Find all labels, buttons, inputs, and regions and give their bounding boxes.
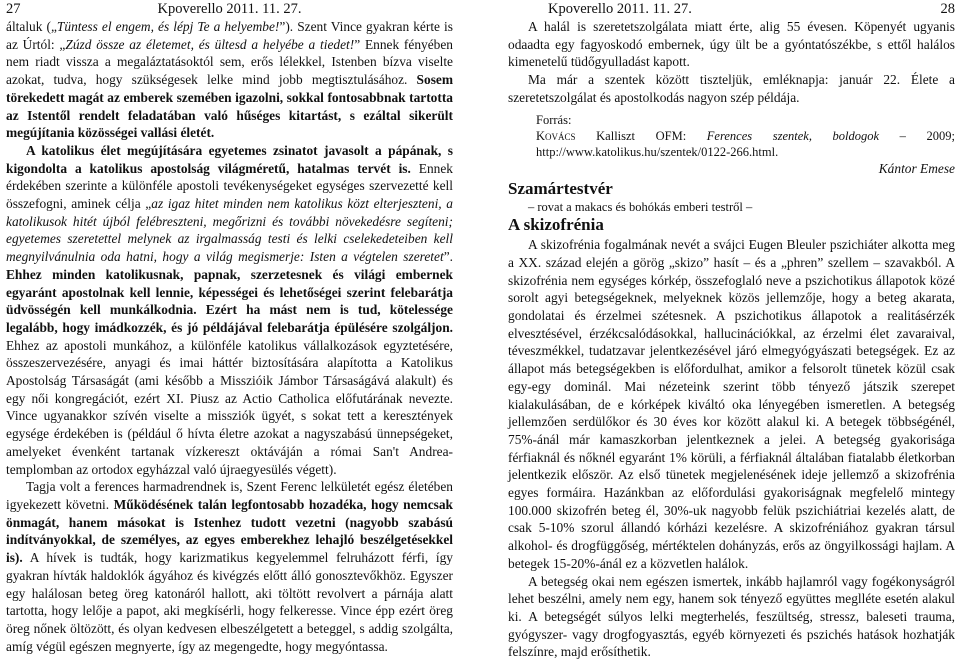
right-header <box>508 0 955 18</box>
left-paragraph-3 <box>6 478 453 655</box>
italic-run: Zúzd össze az életemet, és ültesd a helyébe a tiedet! <box>65 36 355 52</box>
source-citation <box>508 112 955 160</box>
text-run: ” Ennek fényében nem riadt vissza a megaláztatásoktól sem, erős lélekkel, Istenben bízva viselte azokat, tudva, hogy szükségesek lelke mind jobb megtisztulásához. <box>6 36 454 88</box>
text-run: Ehhez az apostoli munkához, a különféle katolikus vállalkozások egyztetésére, összeszervezésére, anyagi és imai háttér biztosítására alapította a Katolikus Apostolság Társaságát (ami később a Misszióik Jámbor Társaságává alakult) és egy női kongregációt, ezért XI. Piusz az Actio Catholica előfutárának nevezte. Vince ugyanakkor szívén viselte a missziók ügyét, s sokat tett a keresztények egysége érdekében is (például ő hívta életre azokat a nagyszabású ünnepségeket, amelyeket évenként tartanak vízkereszt oktáváján a római San't Andrea-templomban az ortodox egyházzal való újraegyesülés végett). <box>6 337 453 477</box>
column-subtitle: – rovat a makacs és bohókás emberi testről – <box>528 200 753 215</box>
bold-run: A katolikus élet megújítására egyetemes zsinatot javasolt a pápának, s kigondolta a katolikus apostolság világméretű, hatalmas tervét is. <box>6 142 453 176</box>
bold-run: Működésének talán legfontosabb hozadéka, hogy nemcsak önmagát, hanem másokat is Istenhez tudott vezetni (nagyobb szabású indítványokkal, de személyes, az egyes emberekhez lehajló beszélgetésekkel is). <box>6 496 453 566</box>
column-title: Szamártestvér <box>508 179 613 199</box>
author-signature: Kántor Emese <box>878 160 955 176</box>
source-text <box>536 128 955 160</box>
text-run: A skizofrénia fogalmának nevét a svájci Eugen Bleuler pszichiáter alkotta meg a XX. század elején a görög „skizo” hasít – és a „phren” szellem – szavakból. A skizofrénia nem egységes kórkép, összefoglaló neve a pszichotikus állapotok közé sorolt agyi betegségeknek, melyeknek közös jellemzője, hogy a beteg akarata, gondolatai és érzelmei szétesnek. A pszichotikus állapotok a realitásérzék elvesztésével, érzékcsalódásokkal, hallucinációkkal, az érzelmi élet zavaraival, téveszmékkel, tudatzavar jelentkezésével járó elmegyógyászati betegségek. Ez az állapot más betegségekben is előfordulhat, amikor a felsorolt tünetek közül csak egy-egy dominál. Mai nézeteink szerint több tényező játszik szerepet kialakulásában, de e kórképek kiváltó oka lényegében ismeretlen. A betegség jellemzően serdülőkor és 30 éves kor között alakul ki. A betegek többségénél, 75%-ánál már kamaszkorban jelentkeznek a jelei. A betegség gyakorisága férfiaknál és nőknél egyaránt 1% körüli, a férfiaknál általában fiatalabb életkorban jelentkezik először. Az első tünetek megjelenésének ideje jellemző a skizofrénia egyes formáira. Hazánkban az előfordulási gyakoriságnak megfelelő mintegy 100.000 skizofrén beteg él, 30%-uk nagyobb felük pszichiátriai kezelés alatt, de csak 5-10% szorul állandó kórházi kezelésre. A skizofréniához gyakran társul alkohol- és drogfüggőség, mértéktelen dohányzás, erős az öngyilkossági hajlam. A betegek 15-20%-ánál ez a közvetlen halálok. <box>508 237 955 571</box>
text-run: általuk („ <box>6 19 57 34</box>
bold-run: Ezért ha mást nem is tud, kötelessége legalább, hogy imádkozzék, és jó példájával felebarátja épülésére szolgáljon. <box>6 302 453 335</box>
left-paragraph-1 <box>6 18 453 142</box>
article-heading: A skizofrénia <box>508 215 604 235</box>
italic-run: az igaz hitet minden nem katolikus közt elterjeszteni, a katolikusok hitét újból felébreszteni, megőrizni és további növekedésre segíteni; egyetemes szeretettel melynek az irgalmasság testi és lelki cselekedeteiben kell megnyilvánulnia oda hatni, hogy a világ megismerje: Isten a végtelen szeretet <box>6 196 453 265</box>
left-paragraph-2 <box>6 142 453 478</box>
text-run: Ennek érdekében szerinte a különféle apostoli tevékenységeket egységes szervezetté kell összefogni, aminek célja „ <box>6 160 453 212</box>
text-run: ”). Szent Vince gyakran kérte is az Úrtól: „ <box>6 19 453 52</box>
source-author-caps: Kovács <box>536 128 576 143</box>
text-run: Tagja volt a ferences harmadrendnek is, Szent Ferenc lelkületét egész életében igyekezett követni. <box>6 479 453 512</box>
text-run: A halál is szeretetszolgálata miatt érte, alig 55 évesen. Köpenyét ugyanis odaadta egy fagyoskodó embernek, úgy ült be a gyóntatószékbe, s ettől halálos kimenetelű tüdőgyulladást kapott. <box>508 19 955 70</box>
right-page-number: 28 <box>940 1 955 17</box>
text-run: Ma már a szentek között tiszteljük, emléknapja: január 22. Élete a szeretetszolgálat és apostolkodás nagyon szép példája. <box>508 72 955 105</box>
source-label: Forrás: <box>536 112 572 127</box>
text-run: A hívek is tudták, hogy karizmatikus kegyelemmel felruházott férfi, így gyakran hívták haldoklók ágyához és kivégzés előtt álló gonosztevőkhöz. Egyszer egy halálosan beteg öreg katonáról hallott, aki töltött revolvert a párnája alatt tartotta, hogy lelője a papot, aki megkísérli, hogy felkeresse. Vince épp ezért öreg öreg nőnek öltözött, és olyan kedvesen elbeszélgetett a beteggel, s addig szolgálta, amíg végül egészen megnyerte, így az megengedte, hogy megyóntassa. <box>6 550 453 654</box>
right-intro-paragraph-1 <box>508 18 955 71</box>
left-journal-title: Kpoverello 2011. 11. 27. <box>157 1 302 17</box>
bold-run: Sosem törekedett magát az emberek szemében igazolni, sokkal fontosabbnak tartotta az Istentől rendelt feladatában való hűséges kitartást, s ezáltal sikerült megújítania közösségei vallási életét. <box>6 72 453 141</box>
right-page <box>508 0 955 661</box>
left-page <box>6 0 453 655</box>
text-run <box>197 302 206 317</box>
bold-run: Ehhez minden katolikusnak, papnak, szerzetesnek és világi embernek egyaránt apostolnak kell lennie, képességei és lehetőségei szerint felebarátja üdvösségén kell munkálkodnia. <box>6 266 453 318</box>
left-header <box>6 0 453 18</box>
italic-run: Tüntess el engem, és lépj Te a helyembe! <box>56 19 280 34</box>
text-run: ”. <box>443 249 453 265</box>
source-work: Ferences szentek, boldogok <box>706 128 880 143</box>
text-run: A betegség okai nem egészen ismertek, inkább hajlamról vagy fogékonyságról lehet beszélni, amely nem egy, hanem sok tényező együttes meglléte esetén alakul ki. A betegségét súlyos lelki megterhelés, feszültség, stressz, baleseti trauma, gyógyszer- vagy drogfogyasztás, egyéb környezeti és pszichés hatások hozhatják felszínre, majd erősíthetik. <box>508 573 955 660</box>
source-author-rest: Kalliszt OFM: <box>575 128 707 143</box>
right-journal-title: Kpoverello 2011. 11. 27. <box>548 1 692 17</box>
right-intro-paragraph-2 <box>508 71 955 106</box>
right-paragraph-2 <box>508 573 955 661</box>
left-page-number: 27 <box>6 1 21 17</box>
source-rest: – 2009; http://www.katolikus.hu/szentek/0122-266.html. <box>536 128 955 159</box>
right-paragraph-1 <box>508 236 955 572</box>
